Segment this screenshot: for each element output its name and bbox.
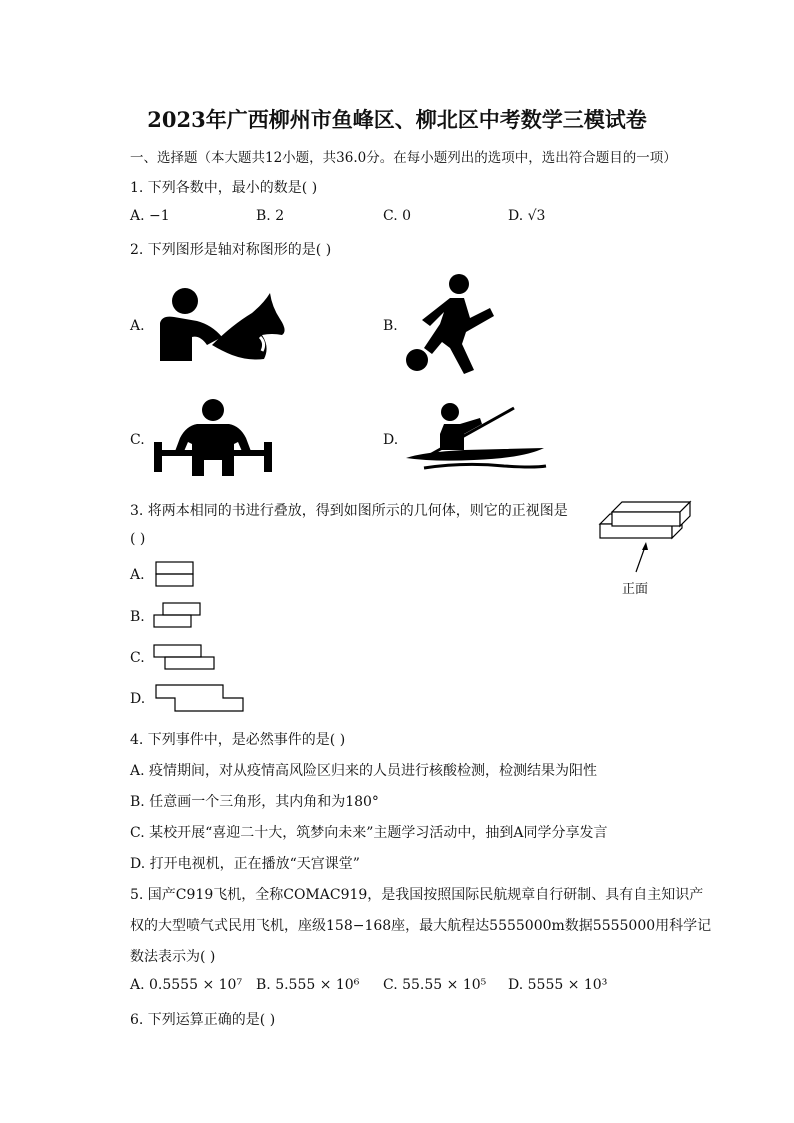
- q3-option-a-figure: [155, 561, 195, 589]
- q3-option-a-label: A.: [130, 567, 145, 583]
- q1-option-c: C. 0: [383, 208, 412, 224]
- q4-option-b: B. 任意画一个三角形，其内角和为180°: [130, 794, 379, 810]
- q2-option-b-label: B.: [383, 318, 398, 334]
- q6-stem: 6. 下列运算正确的是( ): [130, 1012, 276, 1028]
- q3-stacked-books-figure: [598, 500, 693, 575]
- q2-option-d-label: D.: [383, 432, 399, 448]
- q1-option-d: D. √3: [508, 208, 546, 224]
- q4-option-d: D. 打开电视机，正在播放“天宫课堂”: [130, 856, 360, 872]
- q3-option-d-label: D.: [130, 691, 146, 707]
- q4-option-c: C. 某校开展“喜迎二十大，筑梦向未来”主题学习活动中，抽到A同学分享发言: [130, 825, 608, 841]
- q2-figure-kayaker: [404, 398, 549, 478]
- q3-option-c-label: C.: [130, 650, 145, 666]
- q5-option-b: B. 5.555 × 10⁶: [256, 977, 360, 993]
- q3-option-d-figure: [155, 684, 250, 714]
- q5-stem-line3: 数法表示为( ): [130, 949, 216, 965]
- q3-paren: ( ): [130, 531, 146, 547]
- q1-stem: 1. 下列各数中，最小的数是( ): [130, 180, 318, 196]
- q3-stem: 3. 将两本相同的书进行叠放，得到如图所示的几何体，则它的正视图是: [130, 503, 568, 519]
- q4-option-a: A. 疫情期间，对从疫情高风险区归来的人员进行核酸检测，检测结果为阳性: [130, 763, 598, 779]
- q2-figure-horse-riding: [152, 285, 292, 365]
- section-heading: 一、选择题（本大题共12小题，共36.0分。在每小题列出的选项中，选出符合题目的一项）: [130, 150, 677, 166]
- page-title: 2023年广西柳州市鱼峰区、柳北区中考数学三模试卷: [147, 107, 647, 132]
- q4-stem: 4. 下列事件中，是必然事件的是( ): [130, 732, 346, 748]
- q2-figure-soccer-player: [402, 272, 497, 377]
- q5-stem-line1: 5. 国产C919飞机，全称COMAC919，是我国按照国际民航规章自行研制、具有自主知识产: [130, 887, 704, 903]
- q5-option-a: A. 0.5555 × 10⁷: [130, 977, 243, 993]
- q3-option-b-label: B.: [130, 609, 145, 625]
- q2-figure-weightlifter: [152, 398, 274, 480]
- q5-option-d: D. 5555 × 10³: [508, 977, 608, 993]
- q3-option-b-figure: [153, 602, 203, 630]
- q2-stem: 2. 下列图形是轴对称图形的是( ): [130, 242, 332, 258]
- q3-front-label: 正面: [622, 582, 649, 597]
- q1-option-a: A. −1: [130, 208, 170, 224]
- q5-stem-line2: 权的大型喷气式民用飞机，座级158−168座，最大航程达5555000m数据5555000用科学记: [130, 918, 712, 934]
- q2-option-a-label: A.: [130, 318, 145, 334]
- q5-option-c: C. 55.55 × 10⁵: [383, 977, 487, 993]
- q1-option-b: B. 2: [256, 208, 285, 224]
- q2-option-c-label: C.: [130, 432, 145, 448]
- q3-option-c-figure: [153, 644, 218, 672]
